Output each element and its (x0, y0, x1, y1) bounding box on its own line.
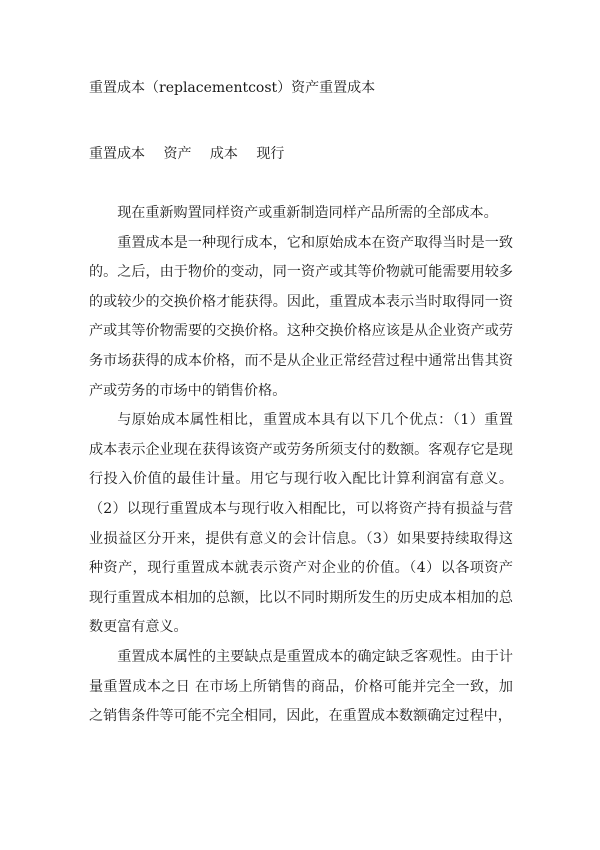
keyword: 重置成本 (89, 146, 145, 162)
paragraph-disadvantages: 重置成本属性的主要缺点是重置成本的确定缺乏客观性。由于计量重置成本之日 在市场上所销售的商品，价格可能并完全一致，加之销售条件等可能不完全相同，因此，在重置成本数额确定过程中， (89, 648, 513, 725)
paragraph-definition: 现在重新购置同样资产或重新制造同样产品所需的全部成本。 (117, 205, 498, 221)
keyword: 现行 (256, 146, 285, 162)
paragraph-advantages: 与原始成本属性相比，重置成本具有以下几个优点：（1）重置成本表示企业现在获得该资产或劳务所须支付的数额。客观存它是现行投入价值的最佳计量。用它与现行收入配比计算利润富有意义。（2）以现行重置成本与现行收入相配比，可以将资产持有损益与营业损益区分开来，提供有意义的会计信息。（3）如果要持续取得这种资产，现行重置成本就表示资产对企业的价值。（4）以各项资产现行重置成本相加的总额，比以不同时期所发生的历史成本相加的总数更富有意义。 (89, 412, 513, 636)
paragraph-current-cost: 重置成本是一种现行成本，它和原始成本在资产取得当时是一致的。之后，由于物价的变动，同一资产或其等价物就可能需要用较多的或较少的交换价格才能获得。因此，重置成本表示当时取得同一资产或其等价物需要的交换价格。这种交换价格应该是从企业资产或劳务市场获得的成本价格，而不是从企业正常经营过程中通常出售其资产或劳务的市场中的销售价格。 (89, 234, 513, 399)
keyword: 成本 (209, 146, 238, 162)
keywords-line (89, 144, 298, 164)
keyword: 资产 (163, 146, 192, 162)
document-title: 重置成本（replacementcost）资产重置成本 (89, 80, 376, 96)
document-body (89, 199, 513, 732)
